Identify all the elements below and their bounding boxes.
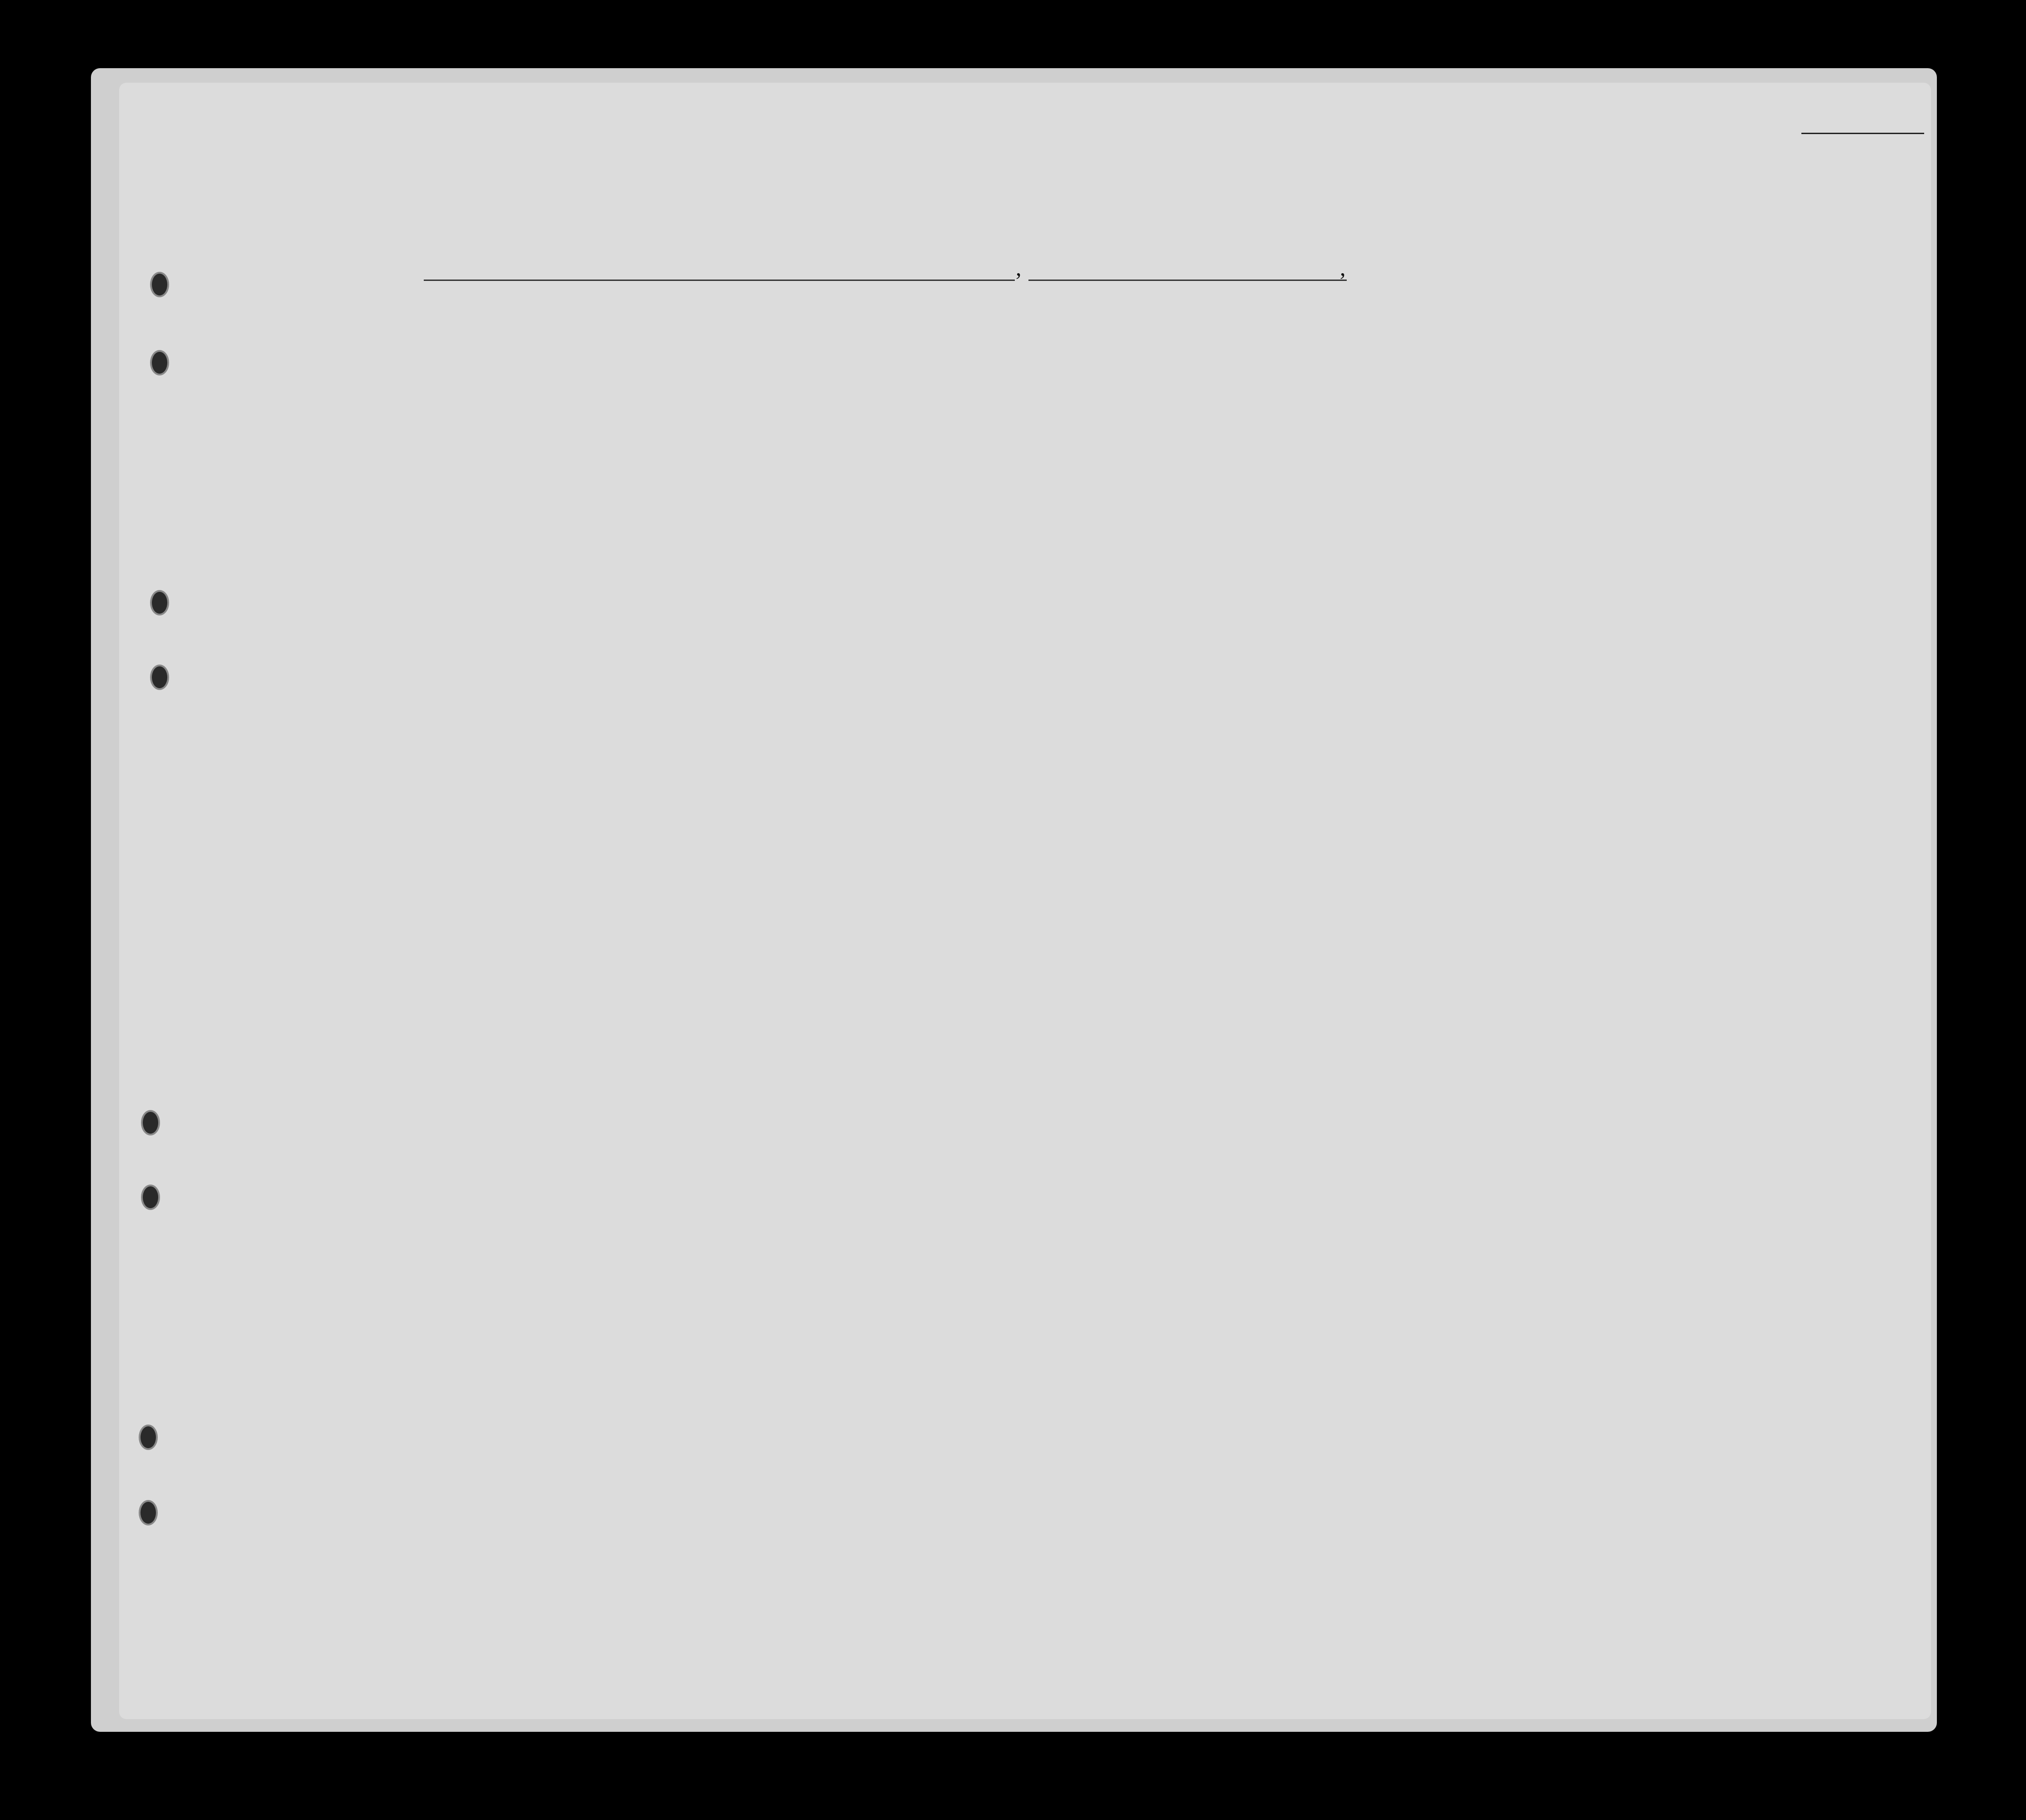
- header-ticket: [642, 365, 660, 537]
- header-q30: [1455, 342, 1475, 533]
- manifest-sheet: [119, 83, 1931, 1719]
- binder-hole: [150, 590, 169, 615]
- binder-hole: [150, 665, 169, 690]
- header-prison: [1289, 342, 1315, 533]
- binder-hole: [150, 350, 169, 375]
- header-polygamist: [1319, 342, 1339, 533]
- binder-hole: [141, 1110, 160, 1135]
- header-q28: [1362, 342, 1406, 533]
- header-feet: [1606, 437, 1620, 483]
- header-inches: [1628, 428, 1641, 483]
- manifest-grid: [119, 83, 1931, 1719]
- header-possession-50: [764, 347, 784, 534]
- header-q29: [1407, 342, 1439, 533]
- header-purpose-c: [1249, 351, 1267, 537]
- header-anarchist: [1342, 342, 1362, 533]
- header-purpose-a: [1166, 351, 1191, 537]
- comma-2: ,: [1340, 255, 1346, 280]
- binder-hole: [141, 1185, 160, 1210]
- comma-1: ,: [1016, 255, 1022, 280]
- binder-hole: [150, 272, 169, 297]
- binder-hole: [139, 1425, 158, 1450]
- binder-hole: [139, 1500, 158, 1525]
- header-purpose-b: [1208, 351, 1226, 537]
